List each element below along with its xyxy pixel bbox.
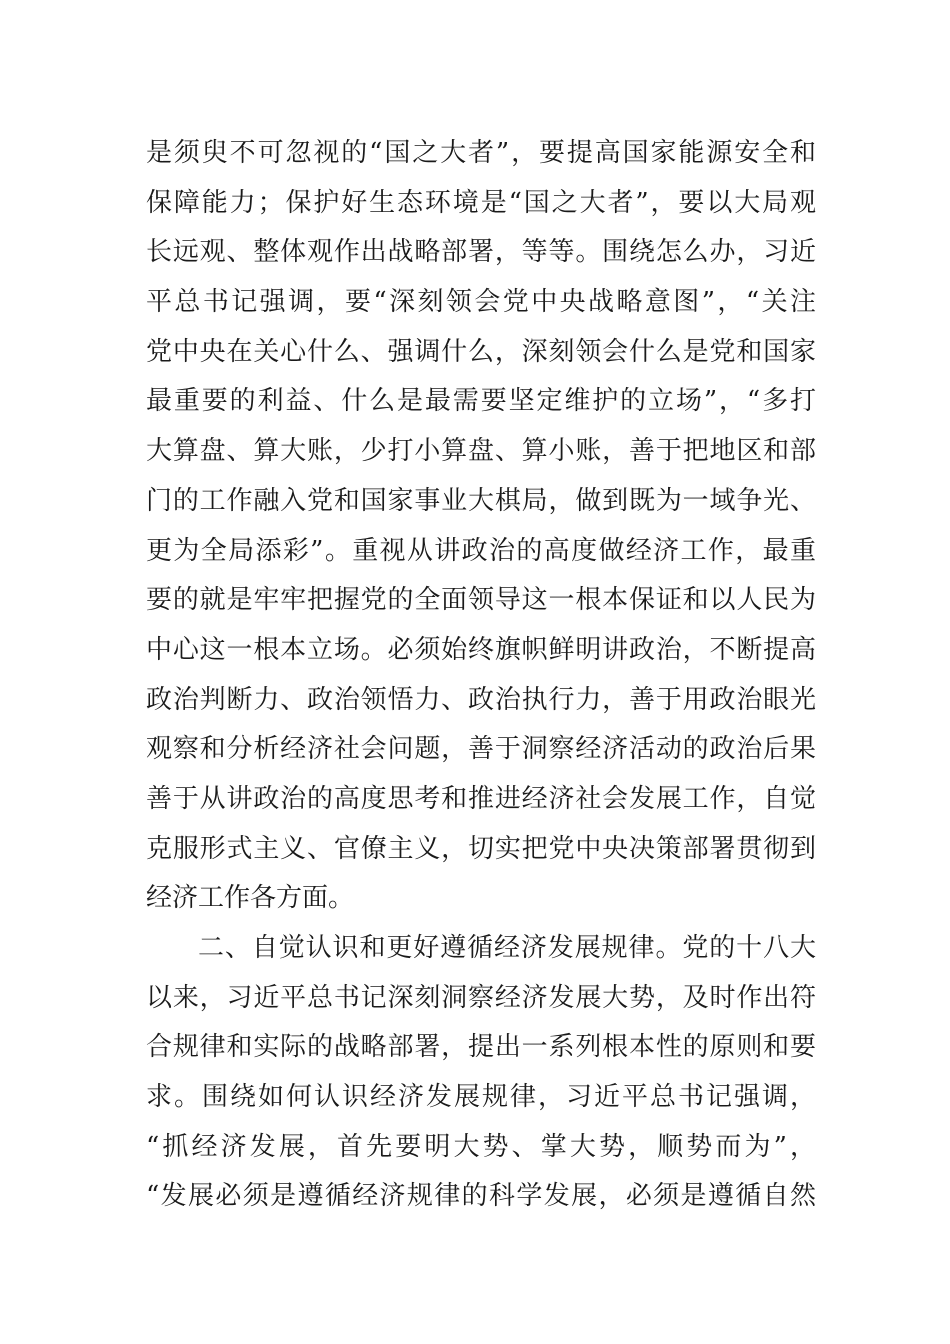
text-line: 门的工作融入党和国家事业大棋局，做到既为一域争光、: [146, 485, 816, 516]
text-line: 更为全局添彩”。重视从讲政治的高度做经济工作，最重: [146, 535, 816, 566]
text-line: 最重要的利益、什么是最需要坚定维护的立场”，“多打: [146, 386, 816, 417]
text-line: 政治判断力、政治领悟力、政治执行力，善于用政治眼光: [146, 684, 816, 715]
text-line: 是须臾不可忽视的“国之大者”，要提高国家能源安全和: [146, 138, 816, 168]
text-line: 长远观、整体观作出战略部署，等等。围绕怎么办，习近: [146, 237, 816, 268]
text-line: 克服形式主义、官僚主义，切实把党中央决策部署贯彻到: [146, 833, 816, 864]
paragraph-heading-line: 二、自觉认识和更好遵循经济发展规律。党的十八大: [198, 933, 816, 963]
text-line: 经济工作各方面。: [146, 883, 355, 914]
text-line: 善于从讲政治的高度思考和推进经济社会发展工作，自觉: [146, 783, 816, 814]
text-line: 观察和分析经济社会问题，善于洞察经济活动的政治后果: [146, 734, 816, 765]
text-line: 平总书记强调，要“深刻领会党中央战略意图”，“关注: [146, 287, 816, 318]
text-line: 中心这一根本立场。必须始终旗帜鲜明讲政治，不断提高: [146, 634, 816, 665]
text-line: “发展必须是遵循经济规律的科学发展，必须是遵循自然: [146, 1181, 816, 1212]
text-line: 大算盘、算大账，少打小算盘、算小账，善于把地区和部: [146, 436, 816, 467]
text-line: “抓经济发展，首先要明大势、掌大势，顺势而为”，: [146, 1131, 816, 1162]
text-line: 以来，习近平总书记深刻洞察经济发展大势，及时作出符: [146, 982, 816, 1013]
text-line: 求。围绕如何认识经济发展规律，习近平总书记强调，: [146, 1082, 816, 1113]
text-line: 要的就是牢牢把握党的全面领导这一根本保证和以人民为: [146, 585, 816, 616]
text-line: 党中央在关心什么、强调什么，深刻领会什么是党和国家: [146, 336, 816, 367]
text-line: 保障能力；保护好生态环境是“国之大者”，要以大局观: [146, 187, 816, 218]
body-text: [146, 129, 816, 1222]
text-line: 合规律和实际的战略部署，提出一系列根本性的原则和要: [146, 1032, 816, 1063]
